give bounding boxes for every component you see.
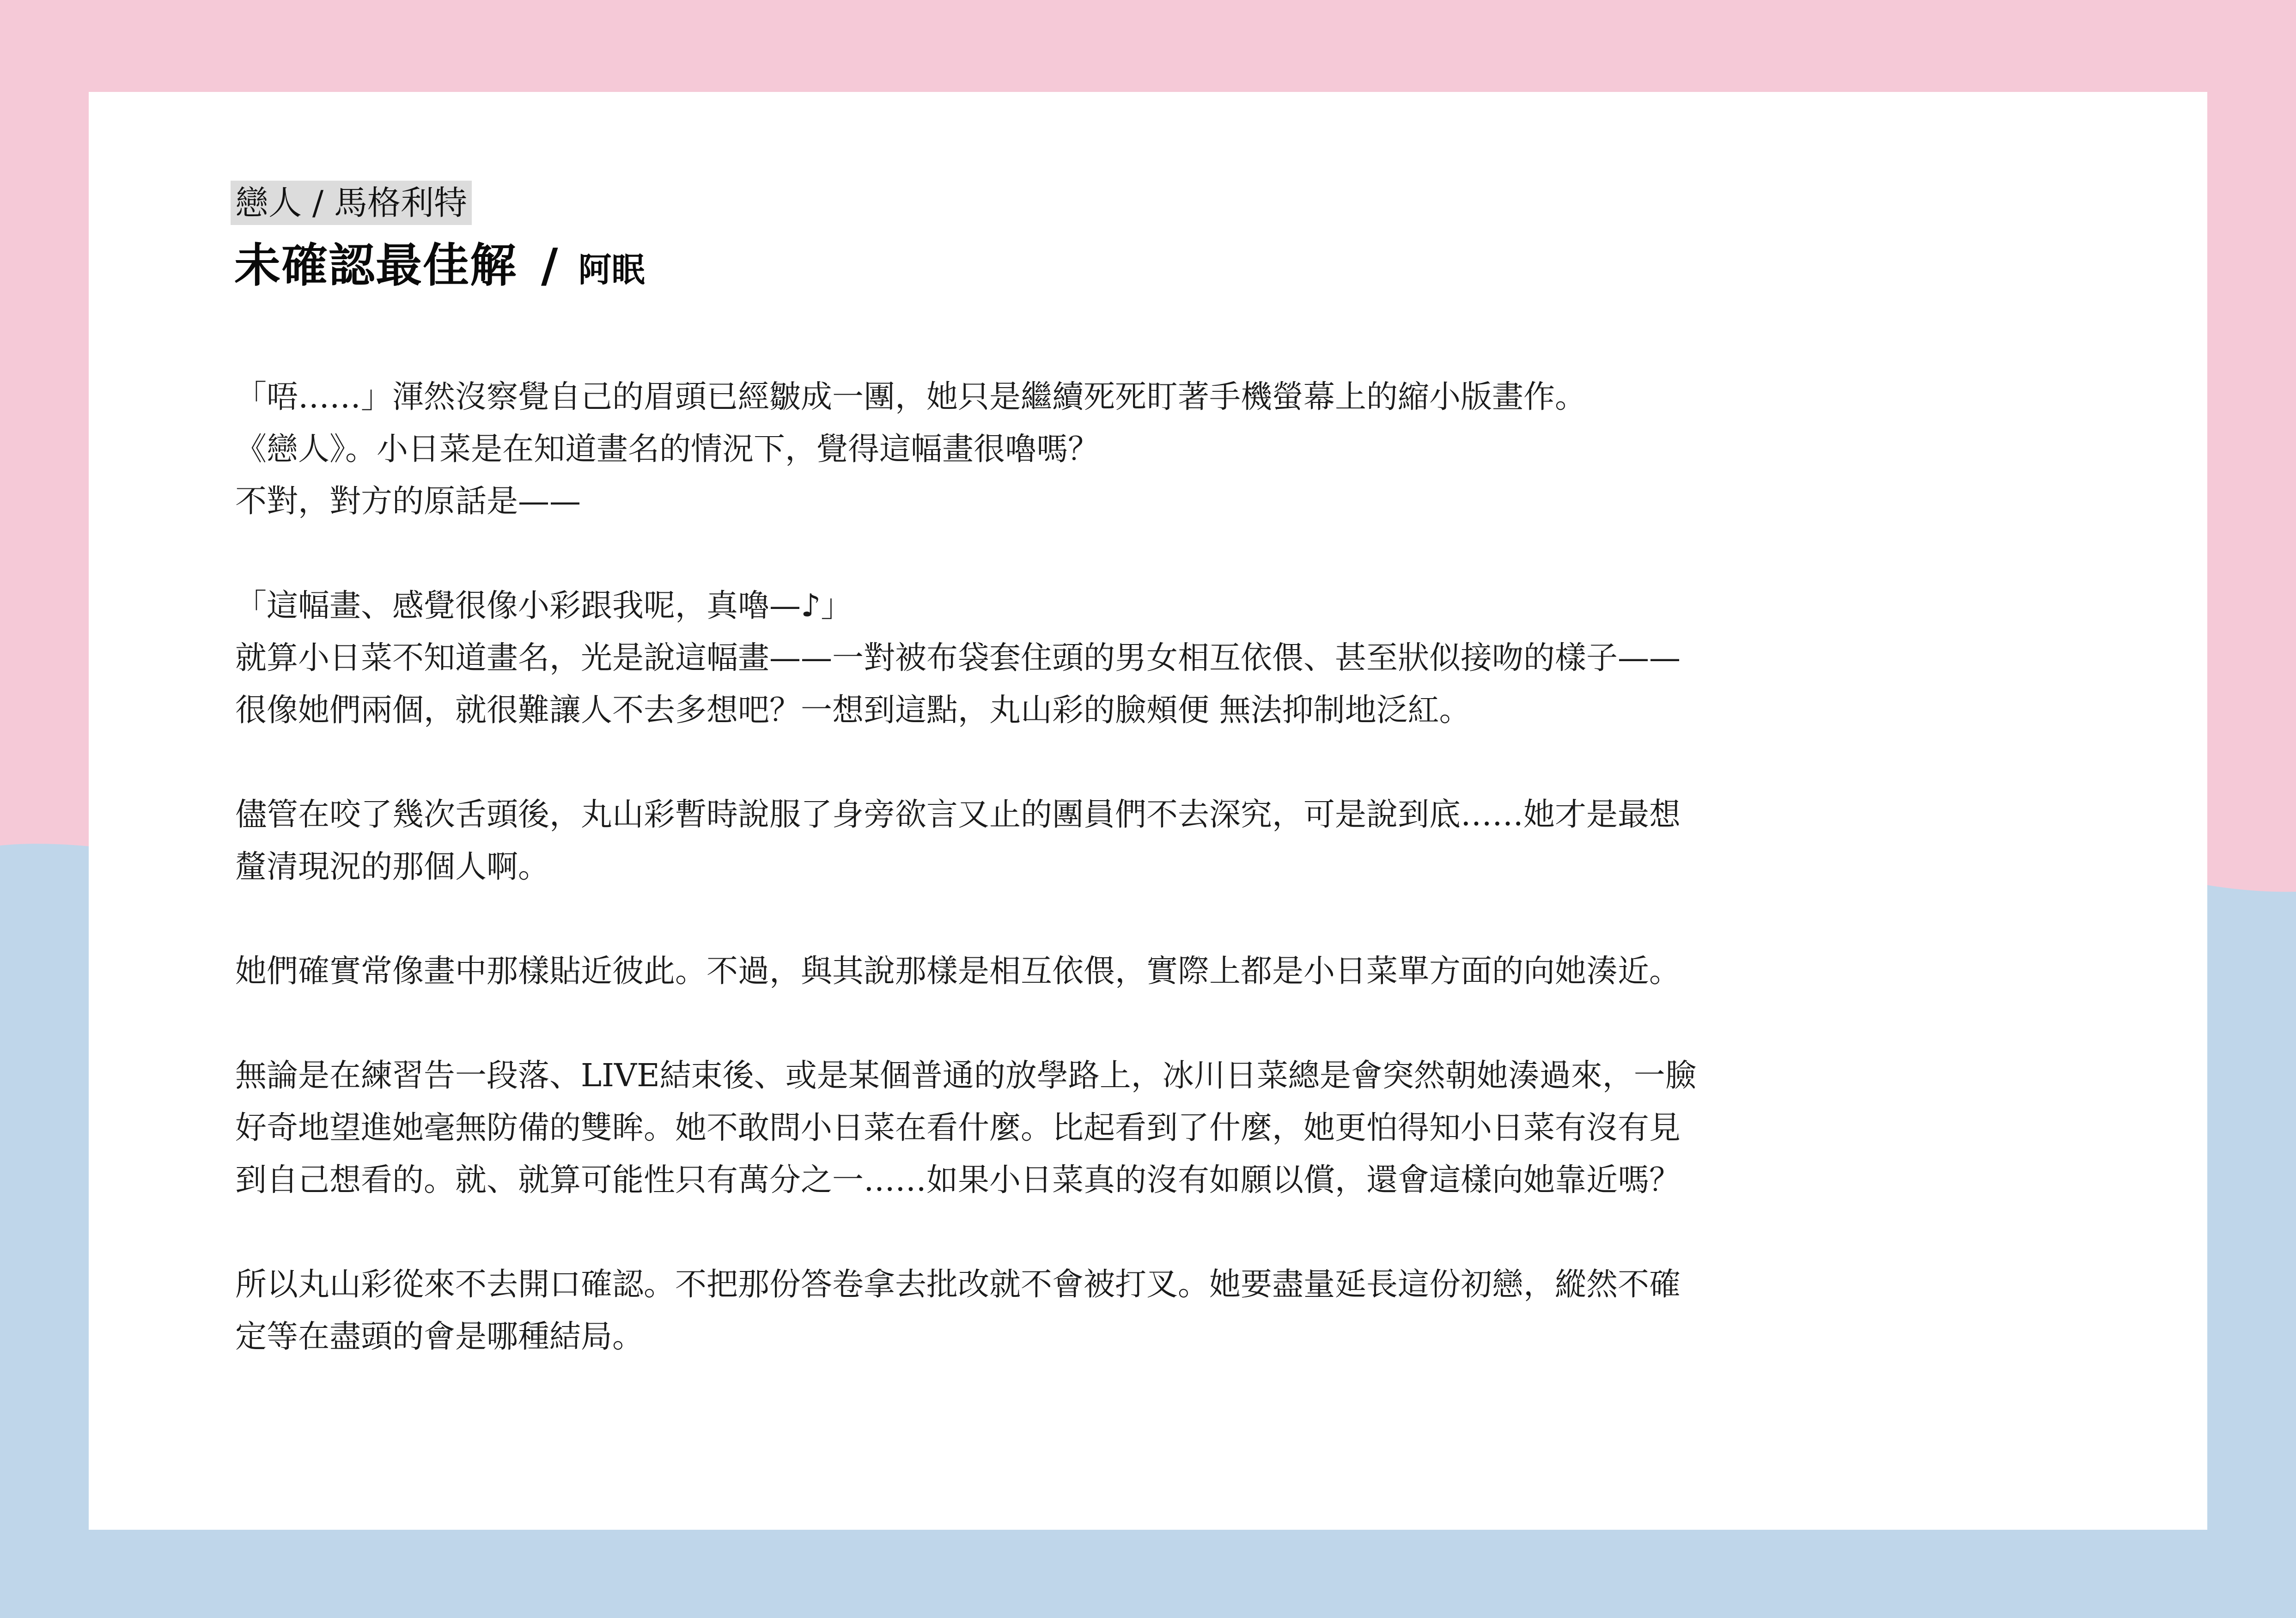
- body-line: 她們確實常像畫中那樣貼近彼此。不過，與其說那樣是相互依偎，實際上都是小日菜單方面的向她湊近。: [235, 953, 1681, 990]
- author-name: 阿眠: [578, 250, 645, 289]
- title-separator: /: [541, 238, 558, 292]
- body-line: 很像她們兩個，就很難讓人不去多想吧？一想到這點，丸山彩的臉頰便 無法抑制地泛紅。: [235, 692, 1471, 729]
- body-line: 儘管在咬了幾次舌頭後，丸山彩暫時說服了身旁欲言又止的團員們不去深究，可是說到底……她才是最想: [235, 797, 1681, 833]
- body-line: 不對，對方的原話是——: [235, 483, 581, 520]
- body-line: 所以丸山彩從來不去開口確認。不把那份答卷拿去批改就不會被打叉。她要盡量延長這份初戀，縱然不確: [235, 1266, 1681, 1303]
- body-line: 「唔……」渾然沒察覺自己的眉頭已經皺成一團，她只是繼續死死盯著手機螢幕上的縮小版畫作。: [235, 379, 1587, 415]
- story-title: 未確認最佳解: [234, 238, 517, 292]
- body-line: 定等在盡頭的會是哪種結局。: [235, 1319, 644, 1355]
- title-row: [234, 237, 645, 293]
- body-line: 就算小日菜不知道畫名，光是說這幅畫——一對被布袋套住頭的男女相互依偎、甚至狀似接吻的樣子——: [235, 640, 1681, 676]
- body-line: 「這幅畫、感覺很像小彩跟我呢，真嚕—♪」: [235, 588, 853, 624]
- text-card: [89, 92, 2207, 1530]
- body-line: 釐清現況的那個人啊。: [235, 849, 550, 885]
- artwork-tag: 戀人 / 馬格利特: [231, 181, 472, 225]
- body-line: 到自己想看的。就、就算可能性只有萬分之一……如果小日菜真的沒有如願以償，還會這樣向她靠近嗎？: [235, 1162, 1681, 1198]
- story-body: [235, 371, 1917, 1363]
- body-line: 好奇地望進她毫無防備的雙眸。她不敢問小日菜在看什麼。比起看到了什麼，她更怕得知小日菜有沒有見: [235, 1110, 1681, 1146]
- body-line: 無論是在練習告一段落、LIVE結束後、或是某個普通的放學路上，冰川日菜總是會突然朝她湊過來，一臉: [235, 1058, 1697, 1094]
- body-line: 《戀人》。小日菜是在知道畫名的情況下，覺得這幅畫很嚕嗎？: [235, 431, 1100, 468]
